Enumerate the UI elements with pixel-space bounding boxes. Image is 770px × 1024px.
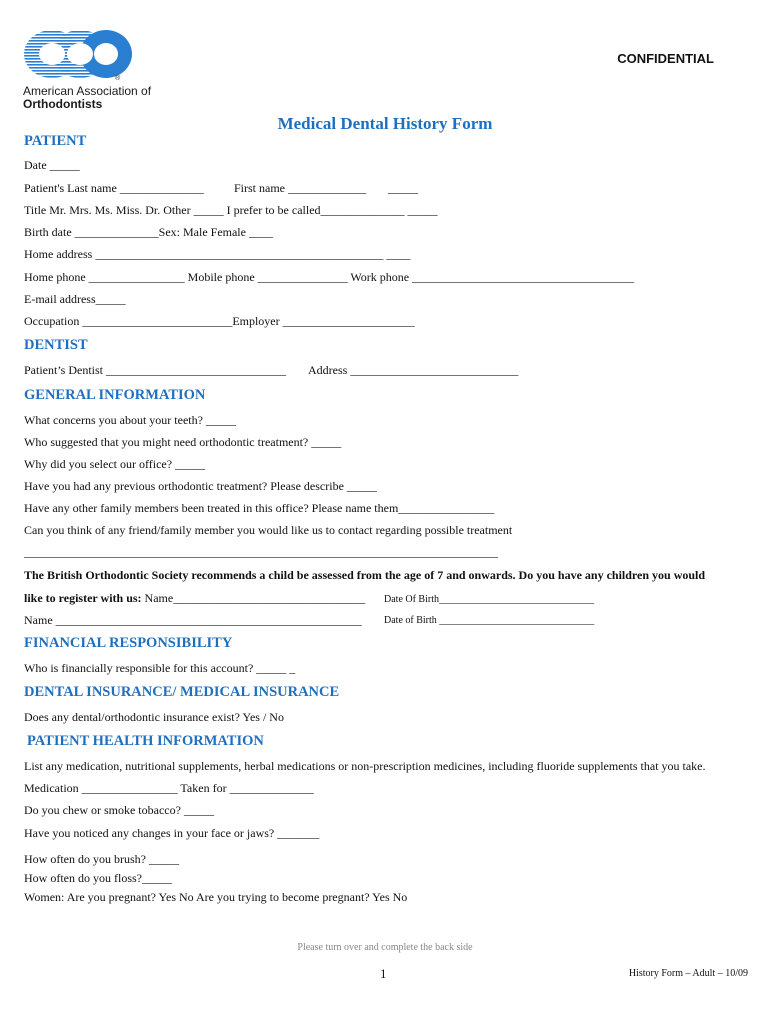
- turn-over-note: Please turn over and complete the back side: [297, 942, 473, 953]
- last-name-field[interactable]: Patient's Last name ______________: [24, 181, 204, 195]
- form-title: Medical Dental History Form: [277, 114, 493, 133]
- child-dob-field-1[interactable]: Date Of Birth_______________________________: [384, 594, 594, 605]
- bos-register-row: [24, 591, 365, 606]
- medication-prompt: List any medication, nutritional supplements, herbal medications or non-prescription medicines, including fluoride supplements that you take.: [24, 759, 706, 773]
- financial-responsible-field[interactable]: Who is financially responsible for this account? _____ _: [24, 661, 296, 675]
- referral-question[interactable]: Who suggested that you might need orthodontic treatment? _____: [24, 435, 342, 449]
- page-number: 1: [380, 966, 387, 981]
- section-patient: PATIENT: [24, 133, 87, 149]
- confidential-label: CONFIDENTIAL: [617, 51, 714, 66]
- tobacco-question[interactable]: Do you chew or smoke tobacco? _____: [24, 803, 214, 817]
- section-insurance: DENTAL INSURANCE/ MEDICAL INSURANCE: [24, 684, 340, 700]
- section-general: GENERAL INFORMATION: [24, 387, 206, 403]
- referral-contact-field[interactable]: _______________________________________________________________________________: [24, 545, 498, 559]
- phone-fields[interactable]: Home phone ________________ Mobile phone _______________ Work phone _____________________________________: [24, 270, 635, 284]
- occupation-field[interactable]: Occupation _________________________Employer ______________________: [24, 314, 415, 328]
- birth-sex-field[interactable]: Birth date ______________Sex: Male Female ____: [24, 225, 273, 239]
- pregnancy-question[interactable]: Women: Are you pregnant? Yes No Are you trying to become pregnant? Yes No: [24, 890, 408, 904]
- floss-question[interactable]: How often do you floss?_____: [24, 871, 172, 885]
- registered-mark: ®: [115, 75, 121, 82]
- first-name-field[interactable]: First name _____________: [234, 181, 366, 195]
- section-dentist: DENTIST: [24, 337, 88, 353]
- home-address-field[interactable]: Home address ________________________________________________ ____: [24, 247, 411, 261]
- family-members-question[interactable]: Have any other family members been treated in this office? Please name them________________: [24, 501, 495, 515]
- insurance-question[interactable]: Does any dental/orthodontic insurance exist? Yes / No: [24, 710, 284, 724]
- referral-contact-question: Can you think of any friend/family member you would like us to contact regarding possible treatment: [24, 523, 513, 537]
- patients-dentist-field[interactable]: Patient’s Dentist ______________________________: [24, 363, 286, 377]
- bos-statement: The British Orthodontic Society recommends a child be assessed from the age of 7 and onwards. Do you have any children you would: [24, 568, 706, 582]
- child-dob-field-2[interactable]: Date of Birth _______________________________: [384, 615, 595, 626]
- medication-field[interactable]: Medication ________________ Taken for ______________: [24, 781, 314, 795]
- logo-line-1: American Association of: [23, 84, 152, 98]
- child-name-field-1[interactable]: Name________________________________: [141, 591, 366, 605]
- email-field[interactable]: E-mail address_____: [24, 292, 126, 306]
- face-changes-question[interactable]: Have you noticed any changes in your face or jaws? _______: [24, 826, 320, 840]
- office-choice-question[interactable]: Why did you select our office? _____: [24, 457, 206, 471]
- section-financial: FINANCIAL RESPONSIBILITY: [24, 635, 233, 651]
- title-field[interactable]: Title Mr. Mrs. Ms. Miss. Dr. Other _____ I prefer to be called______________ _____: [24, 203, 438, 217]
- dentist-address-field[interactable]: Address ____________________________: [308, 363, 519, 377]
- form-version: History Form – Adult – 10/09: [628, 968, 748, 979]
- concerns-question[interactable]: What concerns you about your teeth? _____: [24, 413, 236, 427]
- date-field[interactable]: Date _____: [24, 158, 80, 172]
- previous-treatment-question[interactable]: Have you had any previous orthodontic treatment? Please describe _____: [24, 479, 377, 493]
- brush-question[interactable]: How often do you brush? _____: [24, 852, 179, 866]
- logo-line-2: Orthodontists: [23, 97, 103, 111]
- bos-register-label: like to register with us:: [24, 591, 142, 605]
- first-name-extra-field[interactable]: _____: [388, 181, 418, 195]
- child-name-field-2[interactable]: Name ___________________________________________________: [24, 613, 362, 627]
- section-health: PATIENT HEALTH INFORMATION: [27, 733, 264, 749]
